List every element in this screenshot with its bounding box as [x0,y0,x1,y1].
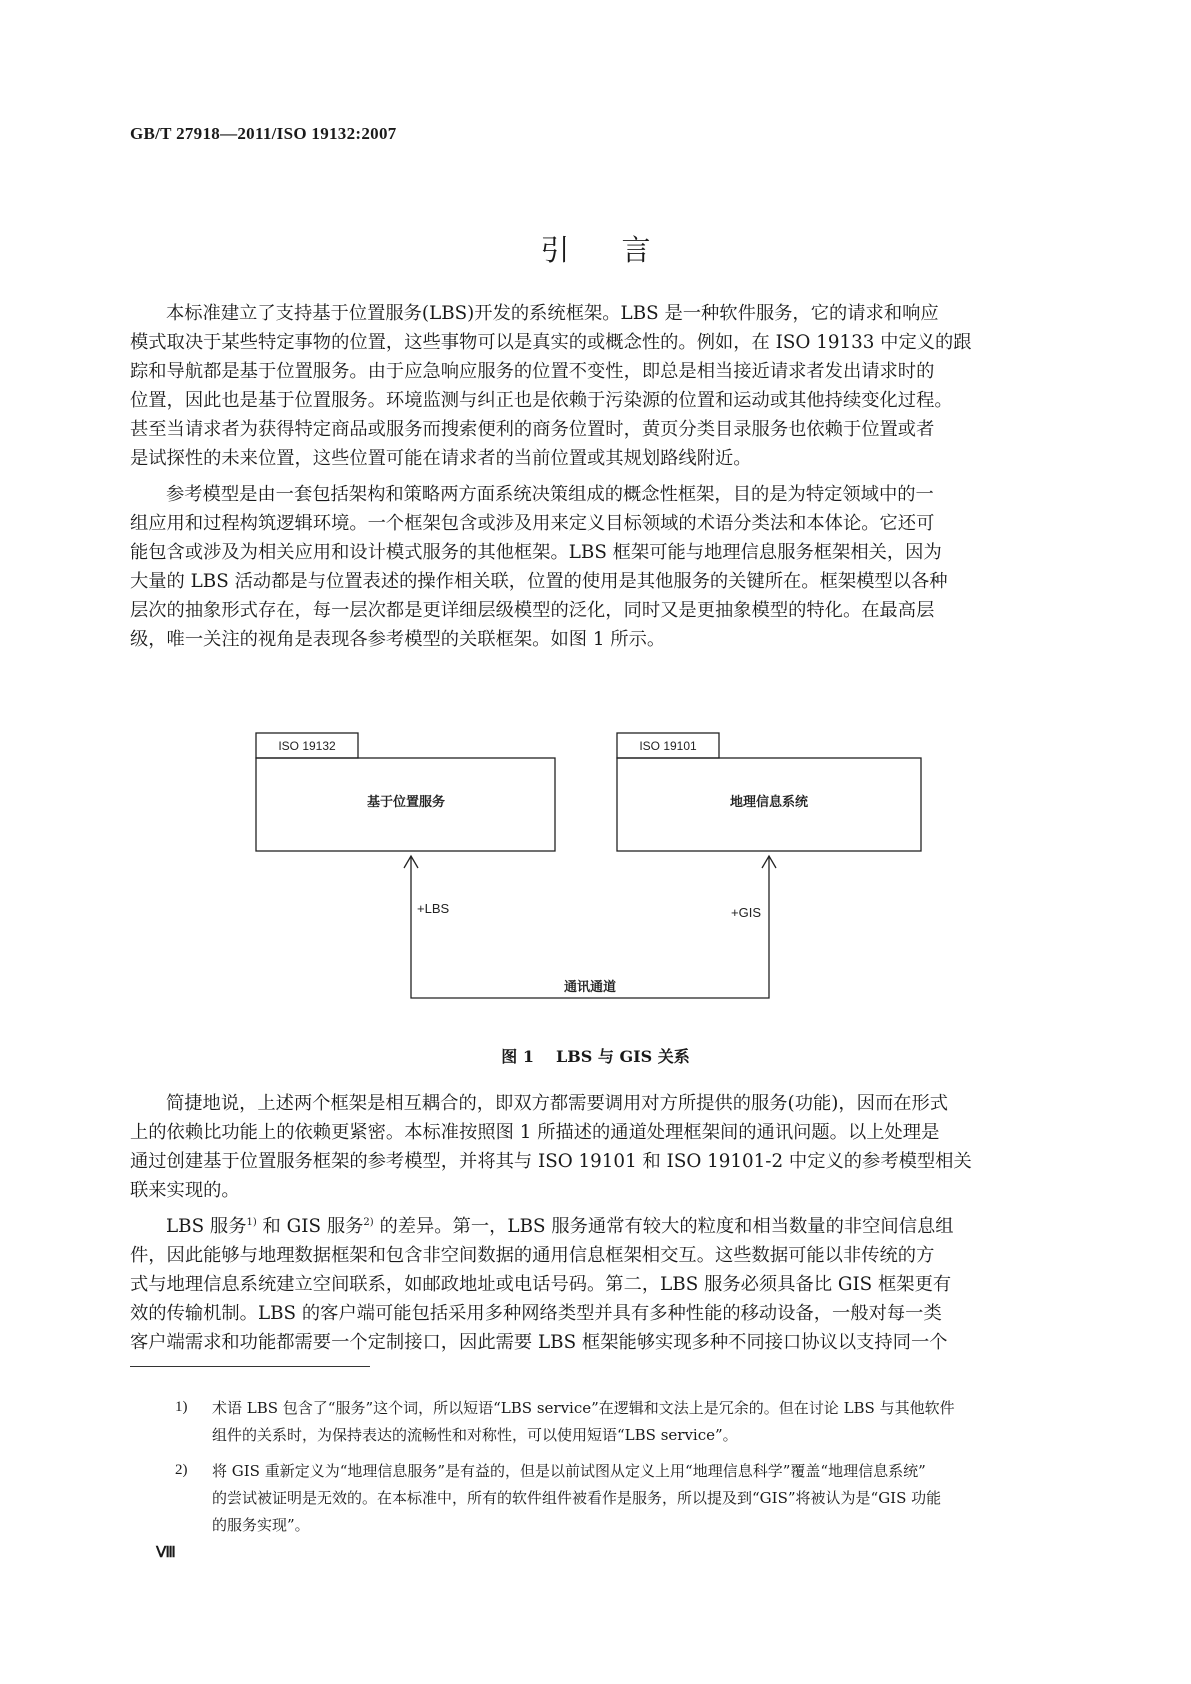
footnote-1-marker: 1) [175,1399,188,1415]
paragraph-2-line: 参考模型是由一套包括架构和策略两方面系统决策组成的概念性框架，目的是为特定领域中的一 [166,484,934,505]
paragraph-4-line: 件，因此能够与地理数据框架和包含非空间数据的通用信息框架相交互。这些数据可能以非传统的方 [130,1245,935,1266]
channel-connector-line [411,856,769,998]
paragraph-1-line: 是试探性的未来位置，这些位置可能在请求者的当前位置或其规划路线附近。 [130,448,752,469]
paragraph-4-text: LBS 服务 [166,1216,247,1237]
paragraph-1-line: 甚至当请求者为获得特定商品或服务而搜索便利的商务位置时，黄页分类目录服务也依赖于位置或者 [130,419,935,440]
page-title: 引言 [540,233,703,267]
package-right-name: 地理信息系统 [729,794,809,809]
channel-label: 通讯通道 [563,979,617,994]
paragraph-2-line: 组应用和过程构筑逻辑环境。一个框架包含或涉及用来定义目标领域的术语分类法和本体论。它还可 [130,513,935,534]
footnote-1-line: 术语 LBS 包含了“服务”这个词，所以短语“LBS service”在逻辑和文法上是冗余的。但在讨论 LBS 与其他软件 [212,1399,955,1417]
footnote-divider [130,1366,370,1367]
role-label-gis: +GIS [731,905,761,920]
paragraph-2-line: 能包含或涉及为相关应用和设计模式服务的其他框架。LBS 框架可能与地理信息服务框架相关，因为 [130,542,942,563]
paragraph-4-line [166,1215,954,1239]
paragraph-4-line: 式与地理信息系统建立空间联系，如邮政地址或电话号码。第二，LBS 服务必须具备比 GIS 框架更有 [130,1274,952,1295]
package-left-name: 基于位置服务 [366,794,446,809]
paragraph-4-text: 和 GIS 服务 [256,1216,364,1237]
role-label-lbs: +LBS [417,901,450,916]
paragraph-3-line: 上的依赖比功能上的依赖更紧密。本标准按照图 1 所描述的通道处理框架间的通讯问题。以上处理是 [130,1122,940,1143]
paragraph-2-line: 级，唯一关注的视角是表现各参考模型的关联框架。如图 1 所示。 [130,629,666,650]
package-right-tab-label: ISO 19101 [639,739,697,753]
footnote-ref-1: 1) [246,1217,257,1228]
footnote-2-line: 将 GIS 重新定义为“地理信息服务”是有益的，但是以前试图从定义上用“地理信息科学”覆盖“地理信息系统” [212,1462,926,1480]
paragraph-2-line: 层次的抽象形式存在，每一层次都是更详细层级模型的泛化，同时又是更抽象模型的特化。在最高层 [130,600,935,621]
figure-caption-text: LBS 与 GIS 关系 [555,1047,690,1066]
footnote-2-line: 的服务实现”。 [212,1516,310,1534]
package-left-tab-label: ISO 19132 [278,739,336,753]
paragraph-2-line: 大量的 LBS 活动都是与位置表述的操作相关联，位置的使用是其他服务的关键所在。框架模型以各种 [130,571,948,592]
footnote-1-line: 组件的关系时，为保持表达的流畅性和对称性，可以使用短语“LBS service”。 [212,1426,738,1444]
standard-code-header: GB/T 27918—2011/ISO 19132:2007 [130,124,397,143]
page-number: Ⅷ [156,1545,176,1561]
paragraph-3-line: 简捷地说，上述两个框架是相互耦合的，即双方都需要调用对方所提供的服务(功能)，因而在形式 [166,1093,949,1114]
paragraph-1-line: 模式取决于某些特定事物的位置，这些事物可以是真实的或概念性的。例如，在 ISO 19133 中定义的跟 [130,332,972,353]
paragraph-3-line: 通过创建基于位置服务框架的参考模型，并将其与 ISO 19101 和 ISO 19101-2 中定义的参考模型相关 [130,1151,972,1172]
paragraph-1-line: 位置，因此也是基于位置服务。环境监测与纠正也是依赖于污染源的位置和运动或其他持续变化过程。 [130,390,953,411]
paragraph-3-line: 联来实现的。 [130,1180,240,1201]
footnote-2-line: 的尝试被证明是无效的。在本标准中，所有的软件组件被看作是服务，所以提及到“GIS”将被认为是“GIS 功能 [212,1489,942,1507]
footnote-2-marker: 2) [175,1462,188,1478]
paragraph-4-line: 客户端需求和功能都需要一个定制接口，因此需要 LBS 框架能够实现多种不同接口协议以支持同一个 [130,1332,948,1353]
footnote-ref-2: 2) [363,1217,374,1228]
figure-caption [0,1044,1191,1067]
paragraph-4-line: 效的传输机制。LBS 的客户端可能包括采用多种网络类型并具有多种性能的移动设备，一般对每一类 [130,1303,942,1324]
paragraph-4-text: 的差异。第一，LBS 服务通常有较大的粒度和相当数量的非空间信息组 [373,1216,954,1237]
paragraph-1-line: 踪和导航都是基于位置服务。由于应急响应服务的位置不变性，即总是相当接近请求者发出请求时的 [130,361,935,382]
figure-caption-number: 图 1 [501,1047,534,1066]
paragraph-1-line: 本标准建立了支持基于位置服务(LBS)开发的系统框架。LBS 是一种软件服务，它的请求和响应 [166,303,939,324]
